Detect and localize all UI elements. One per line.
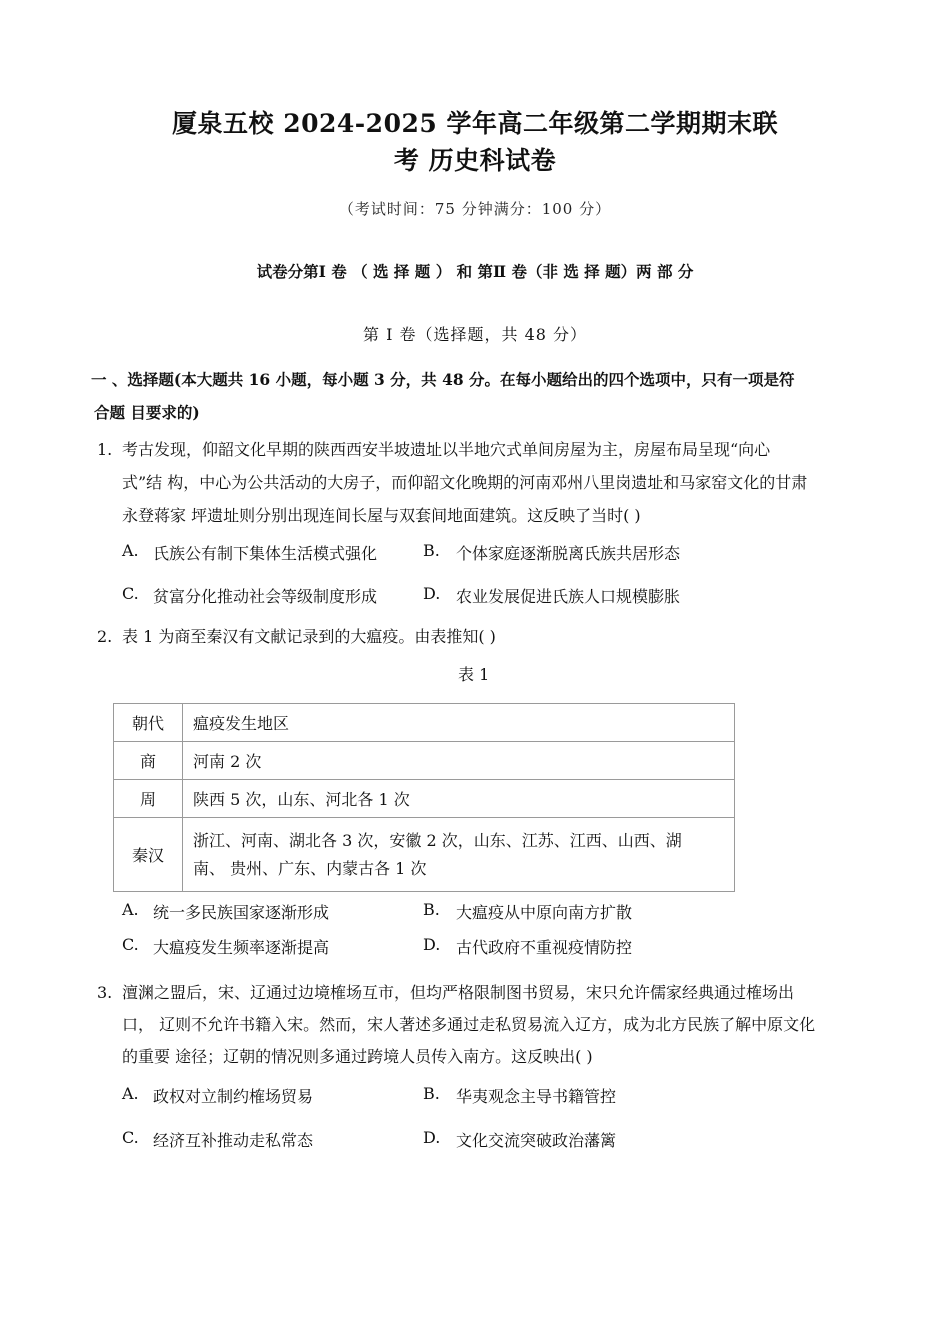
option-d-text: 农业发展促进氏族人口规模膨胀 — [456, 587, 681, 606]
option-c-text: 大瘟疫发生频率逐渐提高 — [153, 938, 330, 957]
question-1-line2: 式”结 构，中心为公共活动的大房子，而仰韶文化晚期的河南邓州八里岗遗址和马家窑文化的甘肃 — [122, 473, 808, 492]
question-3-line1: 澶渊之盟后，宋、辽通过边境榷场互市，但均严格限制图书贸易，宋只允许儒家经典通过榷场出 — [122, 983, 795, 1002]
question-3-line3: 的重要 途径；辽朝的情况则多通过跨境人员传入南方。这反映出( ) — [122, 1047, 593, 1066]
part1-instructions-line2: 合题 目要求的) — [94, 403, 200, 422]
exam-title-line1: 厦泉五校 2024-2025 学年高二年级第二学期期末联 — [172, 109, 778, 138]
option-b-text: 个体家庭逐渐脱离氏族共居形态 — [456, 544, 681, 563]
table-cell-regions-line1: 浙江、河南、湖北各 3 次，安徽 2 次，山东、江苏、江西、山西、湖 — [193, 830, 682, 850]
option-c-text: 贫富分化推动社会等级制度形成 — [153, 587, 378, 606]
option-a-text: 氏族公有制下集体生活模式强化 — [153, 544, 378, 563]
table-row — [114, 742, 735, 780]
option-letter: A. — [122, 541, 139, 560]
table-header-regions: 瘟疫发生地区 — [183, 704, 735, 742]
option-d-text: 文化交流突破政治藩篱 — [456, 1131, 617, 1150]
option-letter: B. — [423, 1084, 440, 1103]
table-header-dynasty: 朝代 — [114, 704, 183, 742]
table-cell-dynasty: 秦汉 — [114, 818, 183, 892]
option-letter: B. — [423, 900, 440, 919]
option-b-text: 大瘟疫从中原向南方扩散 — [456, 903, 633, 922]
question-1-line3: 永登蒋家 坪遗址则分别出现连间长屋与双套间地面建筑。这反映了当时( ) — [122, 506, 641, 525]
table-row — [114, 780, 735, 818]
part1-instructions-line1: 一 、选择题(本大题共 16 小题，每小题 3 分，共 48 分。在每小题给出的四个选项中，只有一项是符 — [91, 370, 795, 389]
question-2-line1: 表 1 为商至秦汉有文献记录到的大瘟疫。由表推知( ) — [122, 627, 496, 646]
option-letter: C. — [122, 1128, 139, 1147]
table-row — [114, 818, 735, 892]
table-caption: 表 1 — [458, 665, 490, 684]
question-1-line1: 考古发现，仰韶文化早期的陕西西安半坡遗址以半地穴式单间房屋为主，房屋布局呈现“向心 — [122, 440, 771, 459]
option-c-text: 经济互补推动走私常态 — [153, 1131, 314, 1150]
option-letter: C. — [122, 584, 139, 603]
table-cell-dynasty: 商 — [114, 742, 183, 780]
option-letter: A. — [122, 1084, 139, 1103]
paper-structure: 试卷分第Ⅰ 卷 （ 选 择 题 ） 和 第Ⅱ 卷（非 选 择 题）两 部 分 — [256, 262, 694, 281]
question-number: 1. — [97, 440, 113, 459]
question-number: 3. — [97, 983, 113, 1002]
option-letter: D. — [423, 584, 441, 603]
option-letter: A. — [122, 900, 139, 919]
option-letter: D. — [423, 1128, 441, 1147]
question-3-line2: 口， 辽则不允许书籍入宋。然而，宋人著述多通过走私贸易流入辽方，成为北方民族了解中原文化 — [122, 1015, 816, 1034]
option-b-text: 华夷观念主导书籍管控 — [456, 1087, 617, 1106]
section-title: 第 Ⅰ 卷（选择题，共 48 分） — [362, 325, 588, 344]
question-number: 2. — [97, 627, 113, 646]
exam-title-line2: 考 历史科试卷 — [393, 146, 557, 175]
exam-info: （考试时间：75 分钟满分：100 分） — [338, 200, 612, 218]
option-d-text: 古代政府不重视疫情防控 — [456, 938, 633, 957]
option-a-text: 统一多民族国家逐渐形成 — [153, 903, 330, 922]
table-cell-dynasty: 周 — [114, 780, 183, 818]
option-letter: B. — [423, 541, 440, 560]
option-a-text: 政权对立制约榷场贸易 — [153, 1087, 314, 1106]
option-letter: C. — [122, 935, 139, 954]
option-letter: D. — [423, 935, 441, 954]
table-cell-regions-line2: 南、 贵州、广东、内蒙古各 1 次 — [193, 858, 427, 878]
plague-table — [113, 703, 735, 892]
table-cell-regions: 陕西 5 次，山东、河北各 1 次 — [183, 780, 735, 818]
table-cell-regions — [183, 818, 735, 892]
table-header-row — [114, 704, 735, 742]
table-cell-regions: 河南 2 次 — [183, 742, 735, 780]
